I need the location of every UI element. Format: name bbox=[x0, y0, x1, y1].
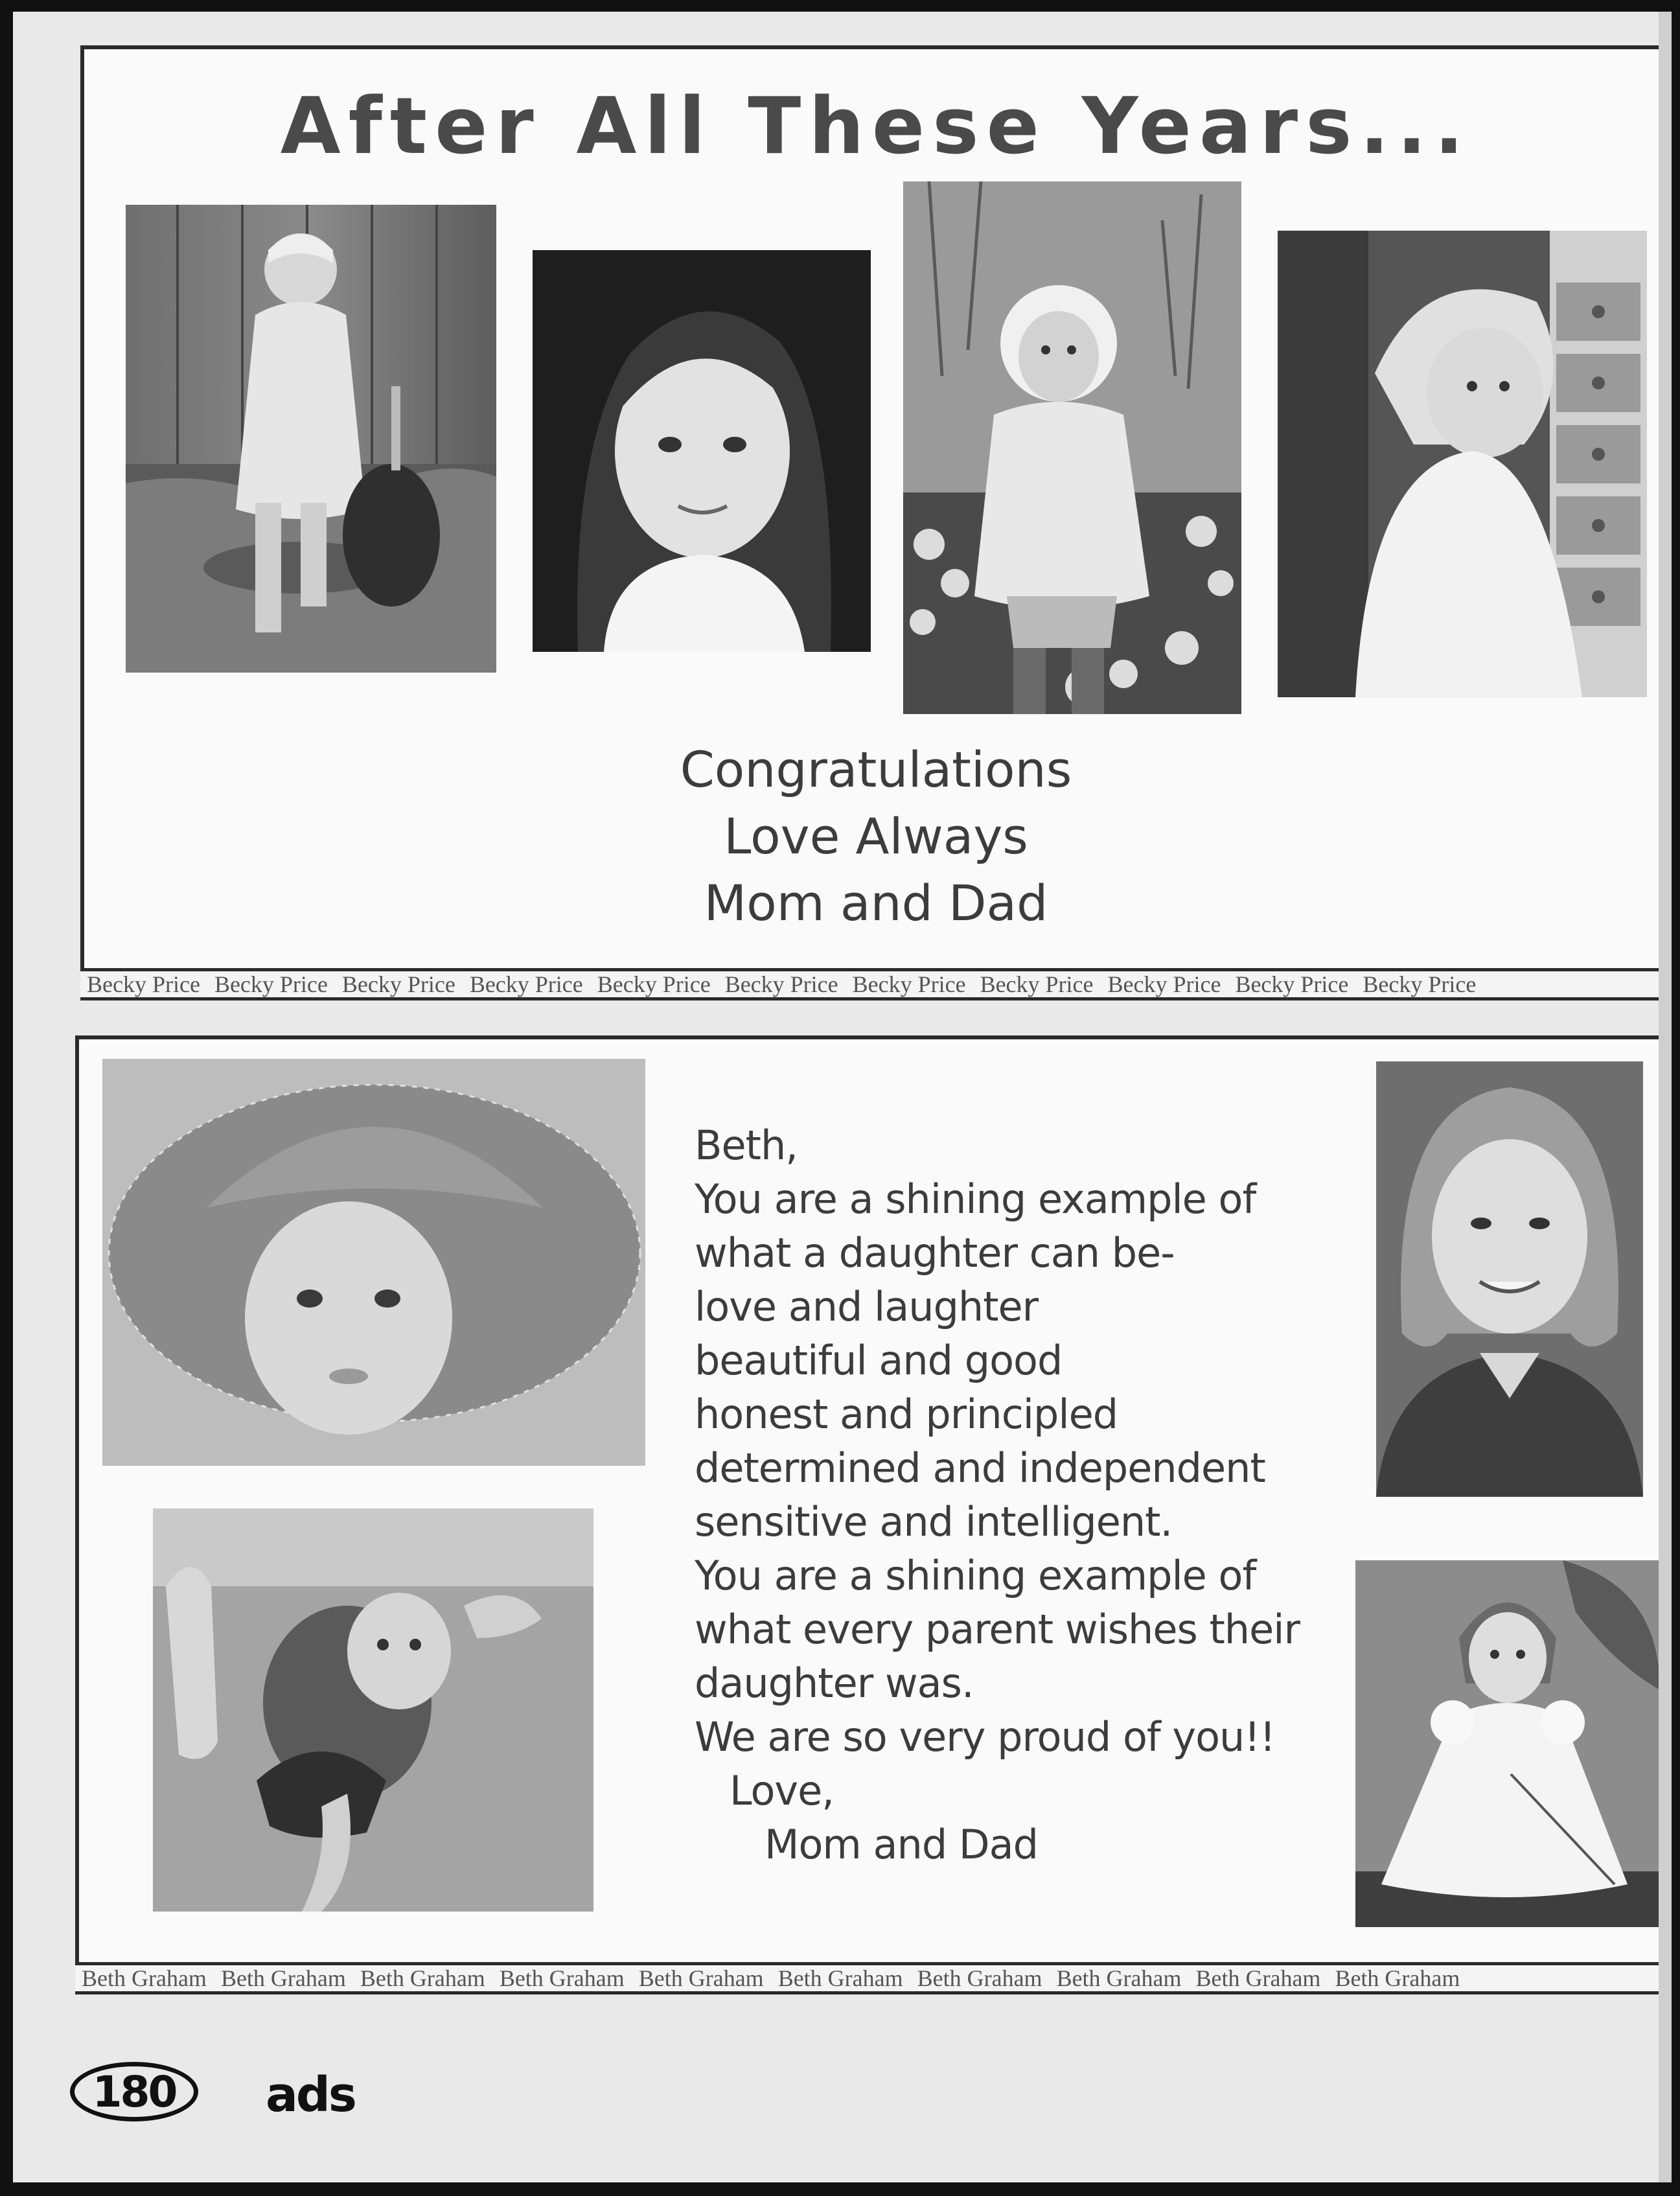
message-line: beautiful and good bbox=[695, 1337, 1063, 1384]
message-line: sensitive and intelligent. bbox=[695, 1498, 1173, 1545]
name-strip-entry: Becky Price bbox=[1235, 971, 1349, 997]
closing: Love, bbox=[730, 1767, 834, 1814]
message-line: Congratulations bbox=[680, 741, 1072, 798]
name-strip-entry: Beth Graham bbox=[360, 1965, 485, 1991]
name-strip-entry: Becky Price bbox=[87, 971, 200, 997]
name-strip-entry: Becky Price bbox=[724, 971, 838, 997]
top-ad-frame bbox=[80, 45, 1672, 973]
message-line: daughter was. bbox=[695, 1659, 974, 1707]
message-line: Love Always bbox=[724, 807, 1028, 865]
name-strip-entry: Beth Graham bbox=[777, 1965, 903, 1991]
name-strip-entry: Beth Graham bbox=[82, 1965, 207, 1991]
girl-in-dress-photo bbox=[1355, 1560, 1660, 1927]
name-strip-entry: Beth Graham bbox=[638, 1965, 764, 1991]
ad-title: After All These Years... bbox=[280, 82, 1472, 172]
message-line: honest and principled bbox=[695, 1391, 1118, 1438]
bottom-ad-frame bbox=[75, 1035, 1672, 1970]
name-strip-beth bbox=[75, 1962, 1672, 1994]
message-line: what every parent wishes their bbox=[695, 1606, 1300, 1653]
name-strip-entry: Beth Graham bbox=[1195, 1965, 1321, 1991]
message-line: Mom and Dad bbox=[704, 874, 1048, 932]
salutation: Beth, bbox=[695, 1122, 798, 1169]
name-strip-entry: Becky Price bbox=[214, 971, 328, 997]
name-strip-entry: Beth Graham bbox=[499, 1965, 625, 1991]
page-number: 180 bbox=[70, 2062, 198, 2121]
toddler-by-dresser-photo bbox=[1278, 231, 1647, 697]
name-strip-entry: Becky Price bbox=[1107, 971, 1221, 997]
name-strip-entry: Becky Price bbox=[980, 971, 1094, 997]
page-edge-shadow bbox=[1659, 12, 1672, 2182]
toddler-with-pompom-photo bbox=[126, 205, 496, 673]
name-strip-entry: Beth Graham bbox=[1056, 1965, 1182, 1991]
section-label: ads bbox=[266, 2067, 355, 2123]
name-strip-entry: Beth Graham bbox=[917, 1965, 1042, 1991]
message-line: what a daughter can be- bbox=[695, 1229, 1175, 1277]
name-strip-entry: Becky Price bbox=[469, 971, 583, 997]
name-strip-entry: Becky Price bbox=[597, 971, 711, 997]
message-line: You are a shining example of bbox=[695, 1552, 1256, 1599]
message-line: You are a shining example of bbox=[695, 1175, 1256, 1223]
baby-swimming-underwater-photo bbox=[153, 1508, 593, 1912]
name-strip-entry: Becky Price bbox=[341, 971, 455, 997]
name-strip-entry: Becky Price bbox=[1363, 971, 1477, 997]
message-line: love and laughter bbox=[695, 1283, 1039, 1330]
message-line: We are so very proud of you!! bbox=[695, 1713, 1276, 1761]
senior-portrait-photo bbox=[1376, 1061, 1643, 1497]
girl-portrait-photo bbox=[533, 250, 871, 652]
name-strip-entry: Becky Price bbox=[852, 971, 966, 997]
baby-in-sun-hat-photo bbox=[102, 1059, 645, 1466]
toddler-in-bonnet-photo bbox=[903, 181, 1241, 714]
name-strip-entry: Beth Graham bbox=[220, 1965, 346, 1991]
name-strip-becky bbox=[80, 968, 1672, 1000]
top-ad-message bbox=[84, 736, 1668, 936]
bottom-ad-message bbox=[695, 1118, 1300, 1871]
name-strip-entry: Beth Graham bbox=[1335, 1965, 1460, 1991]
signature: Mom and Dad bbox=[765, 1821, 1038, 1868]
yearbook-page bbox=[13, 12, 1672, 2182]
message-line: determined and independent bbox=[695, 1444, 1265, 1492]
